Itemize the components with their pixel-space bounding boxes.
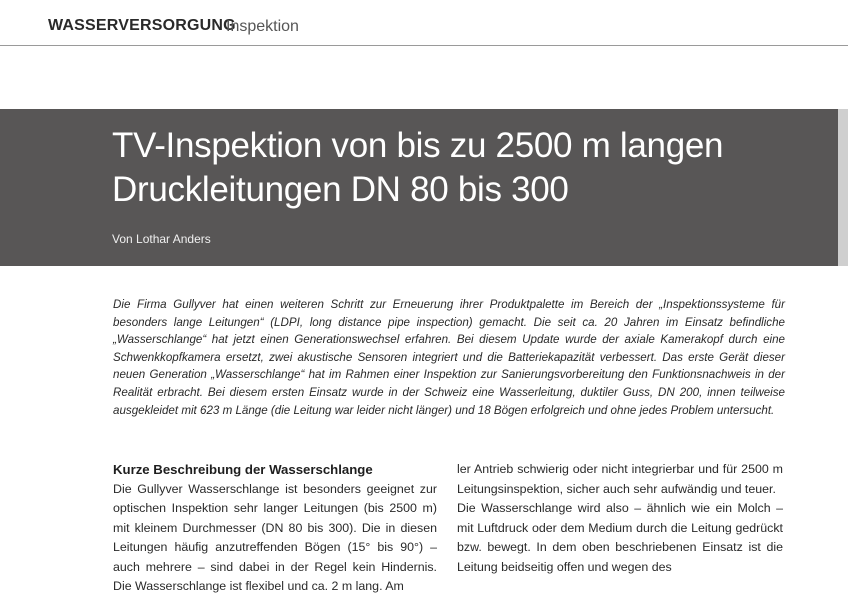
body-paragraph: Die Wasserschlange wird also – ähnlich wie ein Molch – mit Luftdruck oder dem Medium durch die Leitung gedrückt bzw. bewegt. In dem oben beschriebenen Einsatz ist die Leitung beidseitig offen und wegen des: [457, 499, 783, 577]
body-paragraph: ler Antrieb schwierig oder nicht integrierbar und für 2500 m Leitungsinspektion, sicher auch sehr aufwändig und teuer.: [457, 460, 783, 499]
subsection-label: Inspektion: [226, 18, 299, 36]
running-header: [0, 0, 848, 46]
article-title: TV-Inspektion von bis zu 2500 m langen Druckleitungen DN 80 bis 300: [112, 124, 812, 212]
header-divider: [0, 45, 848, 46]
text-column-left: [113, 460, 437, 597]
article-lead: Die Firma Gullyver hat einen weiteren Schritt zur Erneuerung ihrer Produktpalette im Bereich der „Inspektionssysteme für besonders lange Leitungen“ (LDPI, long distance pipe inspection) gemacht. Die seit ca. 20 Jahren im Einsatz befindliche „Wasserschlange“ hat jetzt einen Generationswechsel erfahren. Bei diesem Update wurde der axiale Kamerakopf durch eine Schwenkkopfkamera ersetzt, zwei akustische Sensoren integriert und die Batteriekapazität verbessert. Das erste Gerät dieser neuen Generation „Wasserschlange“ hat im Rahmen einer Inspektion zur Sanierungsvorbereitung den Funktionsnachweis in der Realität erbracht. Bei diesem ersten Einsatz wurde in der Schweiz eine Wasserleitung, duktiler Guss, DN 200, innen teilweise ausgekleidet mit 623 m Länge (die Leitung war leider nicht länger) und 18 Bögen erfolgreich und ohne jedes Problem untersucht.: [113, 296, 785, 419]
text-column-right: [457, 460, 783, 578]
banner-edge-strip: [838, 109, 848, 266]
article-byline: Von Lothar Anders: [112, 232, 211, 246]
section-subheading: Kurze Beschreibung der Wasserschlange: [113, 460, 437, 480]
section-label: WASSERVERSORGUNG: [48, 17, 236, 35]
body-paragraph: Die Gullyver Wasserschlange ist besonders geeignet zur optischen Inspektion sehr langer Leitungen (bis 2500 m) mit kleinem Durchmesser (DN 80 bis 300). Die in diesen Leitungen häufig anzutreffenden Bögen (15° bis 90°) – auch mehrere – sind dabei in der Regel kein Hindernis. Die Wasserschlange ist flexibel und ca. 2 m lang. Am: [113, 480, 437, 597]
